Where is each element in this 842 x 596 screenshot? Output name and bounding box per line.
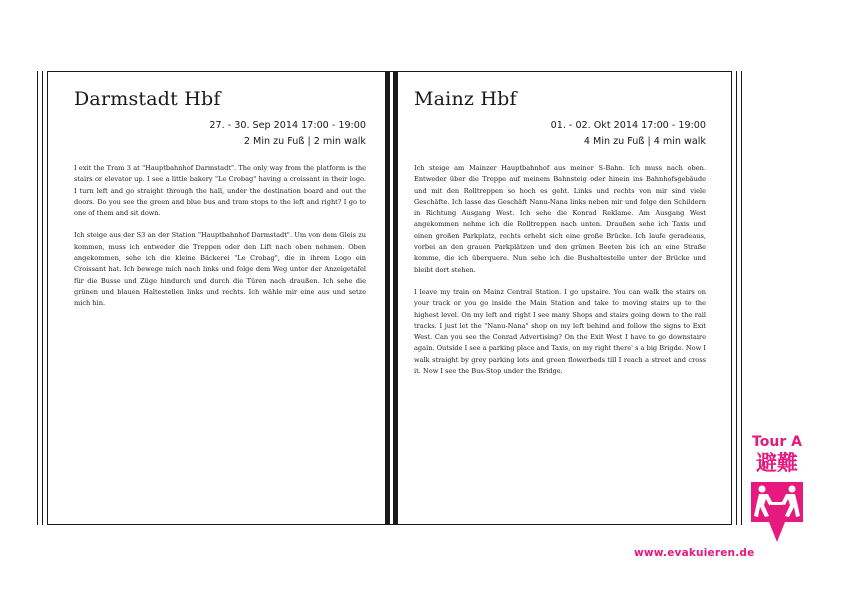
evacuation-figures-icon <box>749 480 805 544</box>
kanji-label: 避難 <box>756 451 798 475</box>
directions-english: I leave my train on Mainz Central Station. I go upstaire. You can walk the stairs on your track or you go inside the Main Station and take to moving stairs up to the highest level. On my left and right I see many Shops and stairs going down to the rail tracks. I just let the "Nanu-Nana" shop on my left behind and follow the signs to Exit West. Can you see the Conrad Advertising? On the Exit West I have to go downstaire again. Outside I see a parking place and Taxis, on my right there' s a big Brigde. Now I walk straight by grey parking lots and green flowerbeds till I reach a street and cross it. Now I see the Bus-Stop under the Bridge. <box>414 287 706 376</box>
walk-time: 2 Min zu Fuß | 2 min walk <box>243 136 366 147</box>
walk-time: 4 Min zu Fuß | 4 min walk <box>583 136 706 147</box>
event-date: 01. - 02. Okt 2014 17:00 - 19:00 <box>550 120 706 131</box>
page-edge-right-2 <box>736 71 737 525</box>
page-edge-left-2 <box>42 71 43 525</box>
page-title-mainz: Mainz Hbf <box>414 88 517 110</box>
website-link[interactable]: www.evakuieren.de <box>634 547 755 559</box>
event-info <box>414 118 706 150</box>
left-page <box>74 88 366 310</box>
page-edge-right-1 <box>731 71 732 525</box>
tour-logo <box>749 434 805 544</box>
book-spine-left <box>385 71 390 525</box>
book-spine-right <box>393 71 398 525</box>
right-page <box>414 88 706 377</box>
page-edge-left-1 <box>37 71 38 525</box>
directions-german: Ich steige aus der S3 an der Station "Hauptbahnhof Darmstadt". Um von dem Gleis zu kommen, muss ich entweder die Treppen oder den Lift nach oben nehmen. Oben angekommen, sehe ich die kleine Bäckerei "Le Crobag", die in ihrem Logo ein Croissant hat. Ich bewege mich nach links und folge dem Weg unter der Anzeigetafel für die Busse und Züge hindurch und durch die Türen nach draußen. Ich sehe die grünen und blauen Haltestellen links und rechts. Ich wähle mir eine aus und setze mich hin. <box>74 231 366 308</box>
event-info <box>74 118 366 150</box>
page-edge-left-3 <box>47 71 48 525</box>
page-edge-right-3 <box>741 71 742 525</box>
directions-english: I exit the Tram 3 at "Hauptbahnhof Darmstadt". The only way from the platform is the stairs or elevator up. I see a little bakery "Le Crobag" having a croissant in their logo. I turn left and go straight through the hall, under the destination board and out the doors. Do you see the green and blue bus and tram stops to the left and right? I go to one of them and sit down. <box>74 164 366 218</box>
event-date: 27. - 30. Sep 2014 17:00 - 19:00 <box>209 120 366 131</box>
tour-label: Tour A <box>752 434 802 450</box>
page-title-darmstadt: Darmstadt Hbf <box>74 88 221 110</box>
directions-german: Ich steige am Mainzer Hauptbahnhof aus meiner S-Bahn. Ich muss nach oben. Entweder über die Treppe auf meinem Bahnsteig oder hinein ins Bahnhofsgebäude und mit den Rolltreppen so hoch es geht. Links und rechts von mir sind viele Geschäfte. Ich lasse das Geschäft Nanu-Nana links neben mir und folge den Schildern in Richtung Ausgang West. Ich sehe die Konrad Reklame. Am Ausgang West angekommen nehme ich die Rolltreppen nach unten. Draußen sehe ich Taxis und einen großen Parkplatz, rechts erhebt sich eine große Brücke. Ich laufe geradeaus, vorbei an den grauen Parkplätzen und den grünen Beeten bis ich an eine Straße komme, die ich überquere. Nun sehe ich die Bushaltestelle unter der Brücke und bleibt dort stehen. <box>414 164 706 274</box>
